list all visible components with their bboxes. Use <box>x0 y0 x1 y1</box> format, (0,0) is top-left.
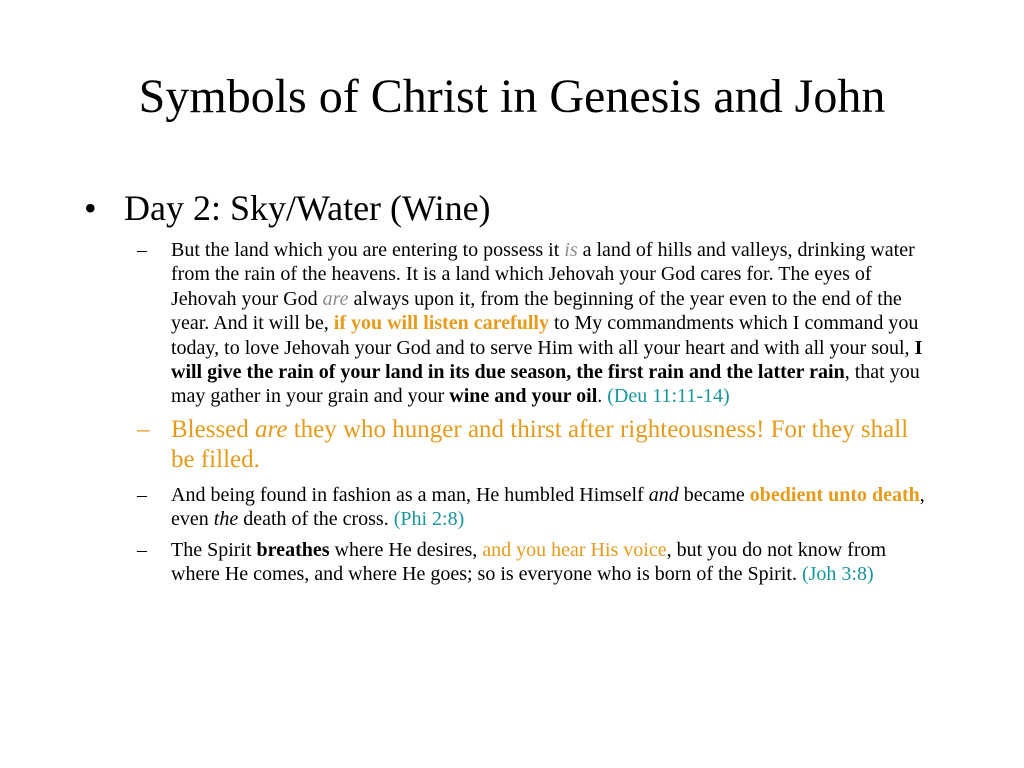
bold-run: I will give the rain of your land in its due season, the first rain and the latter rain <box>171 336 923 384</box>
bold-run: wine and your oil <box>449 385 598 408</box>
text-run: where He desires, <box>329 538 483 561</box>
list-item-john <box>137 538 937 587</box>
italic-run: are <box>255 415 288 443</box>
main-bullet <box>84 186 944 230</box>
text-run: , but you do not know from where He comes, and where He goes; so is everyone who is born of the Spirit. <box>171 538 887 586</box>
highlight-run: and you hear His voice <box>482 538 667 561</box>
dash-marker: – <box>137 239 147 261</box>
text-run: became <box>678 483 750 506</box>
bold-run: breathes <box>256 538 330 561</box>
list-item-deuteronomy <box>137 238 937 409</box>
text-run: Blessed <box>171 415 256 443</box>
text-run: a land of hills and valleys, drinking water from the rain of the heavens. It is a land which Jehovah your God cares for. The eyes of Jehovah your God <box>171 239 915 310</box>
text-run: And being found in fashion as a man, He humbled Himself <box>171 483 649 506</box>
text-run: But the land which you are entering to possess it <box>171 239 565 261</box>
dash-marker: – <box>137 538 147 561</box>
bullet-marker: • <box>84 188 97 228</box>
text-run: , even <box>171 483 925 531</box>
highlight-run: if you will listen carefully <box>333 312 549 335</box>
text-run: to My commandments which I command you today, to love Jehovah your God and to serve Him with all your heart and with all your soul, <box>171 312 919 359</box>
dash-marker: – <box>137 483 147 506</box>
italic-run: the <box>213 508 239 531</box>
scripture-reference: (Phi 2:8) <box>393 508 465 531</box>
main-bullet-text: Day 2: Sky/Water (Wine) <box>124 188 491 228</box>
text-run: always upon it, from the beginning of the year even to the end of the year. And it will be, <box>171 287 902 335</box>
text-run: death of the cross. <box>238 508 394 531</box>
sub-bullet-list <box>137 238 937 592</box>
scripture-reference: (Deu 11:11-14) <box>607 385 730 408</box>
text-run: they who hunger and thirst after righteousness! For they shall be filled. <box>171 415 909 473</box>
slide-title: Symbols of Christ in Genesis and John <box>138 70 886 123</box>
text-run: . <box>597 385 608 408</box>
list-item-philippians <box>137 483 937 532</box>
dash-marker: – <box>137 415 150 443</box>
italic-run: and <box>648 483 679 506</box>
italic-run: are <box>322 287 349 310</box>
list-item-blessed <box>137 415 937 475</box>
scripture-reference: (Joh 3:8) <box>801 563 874 586</box>
highlight-run: obedient unto death <box>749 483 920 506</box>
text-run: , that you may gather in your grain and your <box>171 361 920 408</box>
italic-run: is <box>564 239 578 261</box>
text-run: The Spirit <box>171 538 257 561</box>
